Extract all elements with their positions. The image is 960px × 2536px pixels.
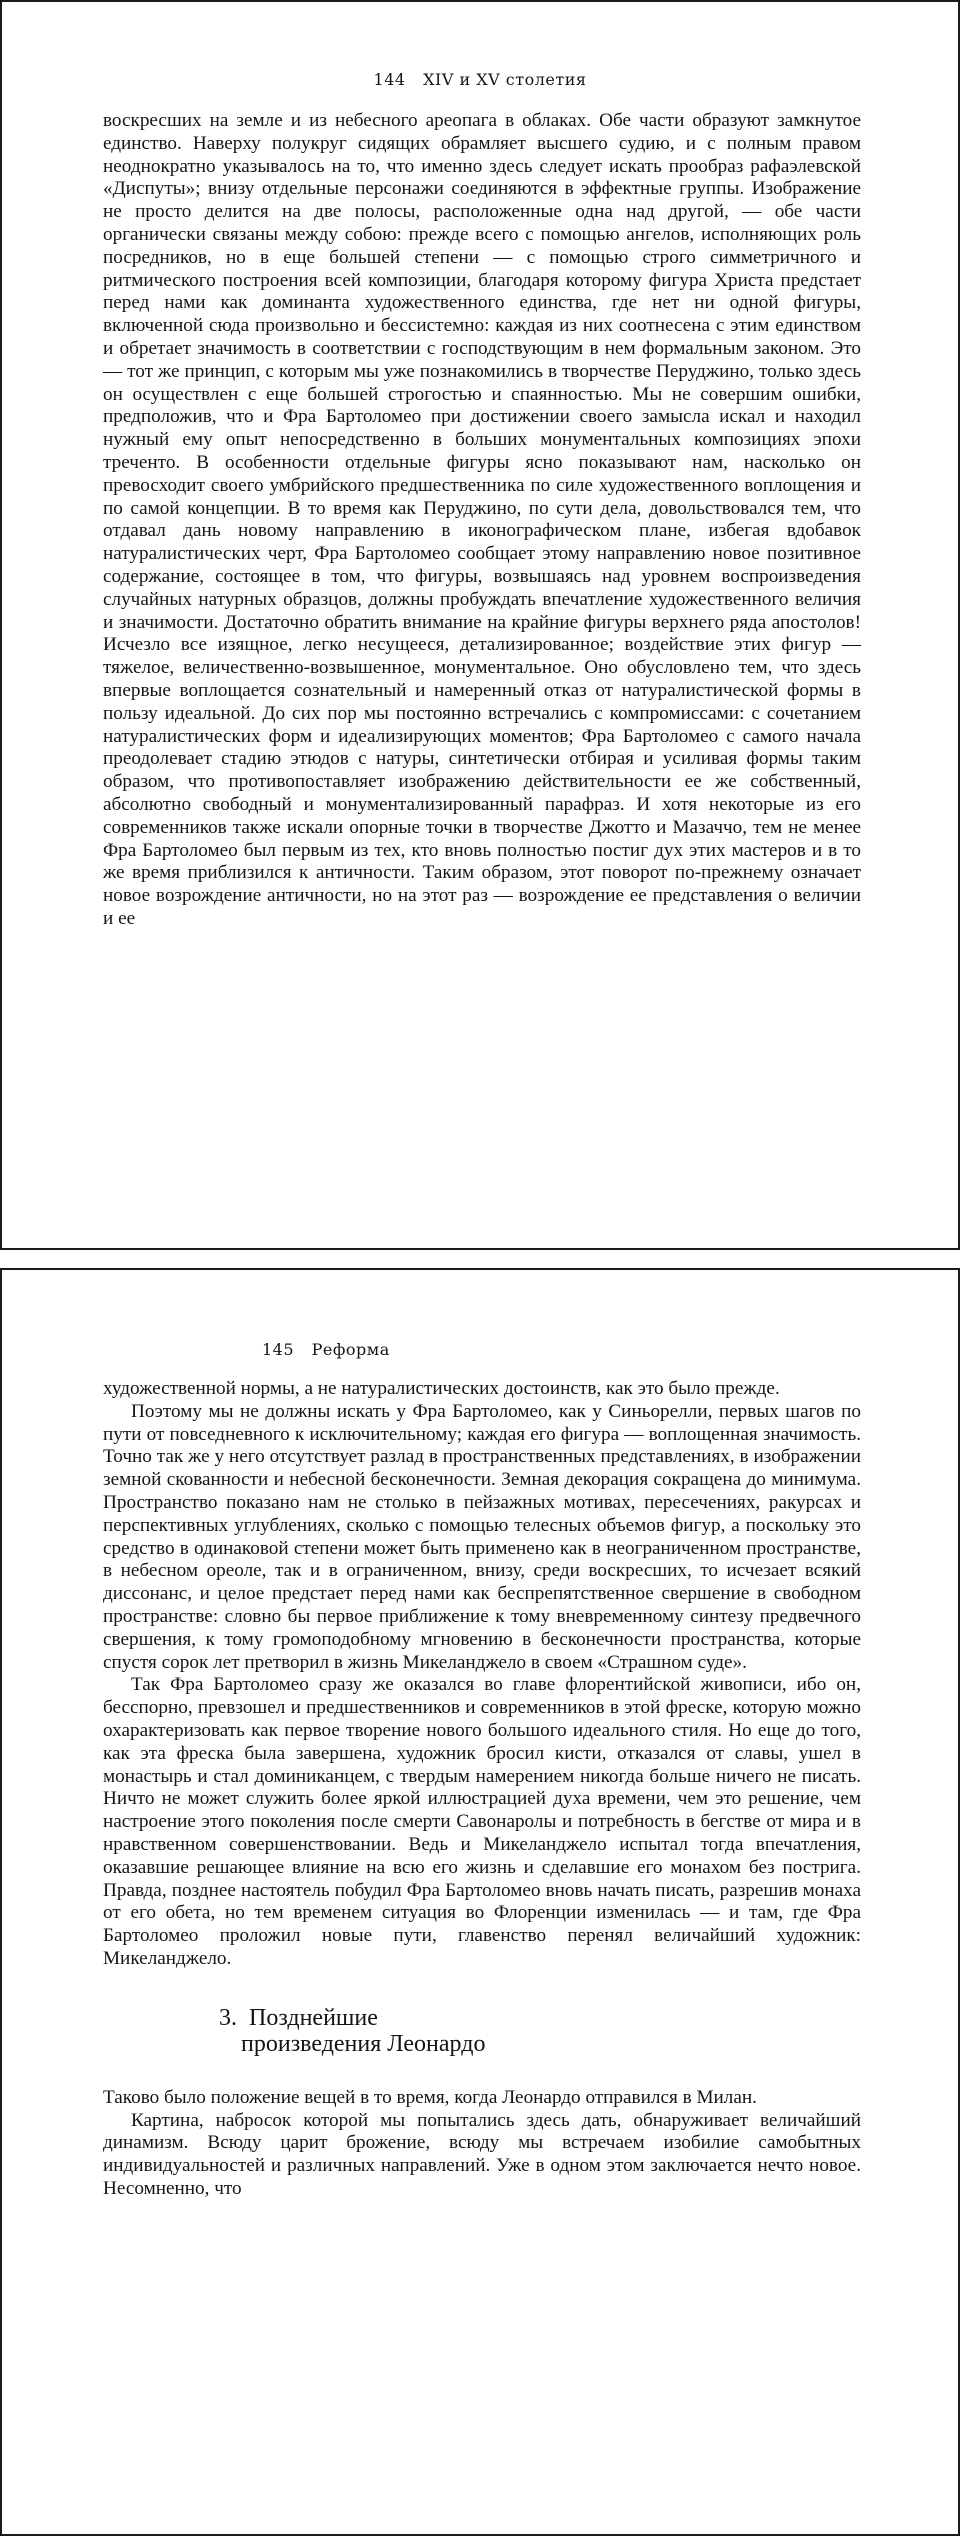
paragraph: Таково было положение вещей в то время, когда Леонардо отправился в Милан.	[103, 2086, 757, 2108]
body-text	[103, 1378, 861, 2201]
paragraph: Так Фра Бартоломео сразу же оказался во главе флорентийской живописи, ибо он, бесспорно, превзошел и предшественников и современников в этой фреске, которую можно охарактеризовать как первое творение нового большого идеального стиля. Но еще до того, как эта фреска была завершена, художник бросил кисти, отказался от славы, ушел в монастырь и стал доминиканцем, с твердым намерением никогда больше ничего не писать. Ничто не может служить более яркой иллюстрацией духа времени, чем это решение, чем настроение этого поколения после смерти Савонаролы и потребность в бегстве от мира и в нравственном совершенствовании. Ведь и Микеланджело испытал тогда впечатления, оказавшие решающее влияние на всю его жизнь и сделавшие его монахом без пострига. Правда, позднее настоятель побудил Фра Бартоломео вновь начать писать, разрешив монаха от его обета, но тем временем ситуация во Флоренции изменилась — и там, где Фра Бартоломео проложил новые пути, главенство перенял величайший художник: Микеланджело.	[103, 1674, 861, 1969]
section-number: 3.	[219, 2004, 237, 2031]
paragraph: художественной нормы, а не натуралистических достоинств, как это было прежде.	[103, 1378, 780, 1399]
body-text	[103, 110, 861, 931]
book-page-144	[0, 0, 960, 1250]
book-page-145	[0, 1268, 960, 2536]
running-head	[2, 70, 958, 89]
page-number: 144	[373, 70, 406, 89]
running-head-title: XIV и XV столетия	[423, 70, 587, 89]
running-head	[262, 1340, 390, 1359]
section-heading	[219, 2005, 861, 2057]
paragraph: воскресших на земле и из небесного ареопага в облаках. Обе части образуют замкнутое единство. Наверху полукруг сидящих обрамляет высшего судию, и с полным правом неоднократно указывалось на то, что именно здесь следует искать прообраз рафаэлевской «Диспуты»; внизу отдельные персонажи соединяются в эффектные группы. Изображение не просто делится на две полосы, расположенные одна над другой, — обе части органически связаны между собою: прежде всего с помощью ангелов, исполняющих роль посредников, но в еще большей степени — с помощью строго симметричного и ритмического построения всей композиции, благодаря которому фигура Христа предстает перед нами как доминанта художественного единства, где нет ни одной фигуры, включенной сюда произвольно и бессистемно: каждая из них соотнесена с этим единством и обретает значимость в соответствии с господствующим в нем формальным законом. Это — тот же принцип, с которым мы уже познакомились в творчестве Перуджино, только здесь он осуществлен с еще большей строгостью и спаянностью. Мы не совершим ошибки, предположив, что и Фра Бартоломео при достижении своего замысла искал и находил нужный ему опыт непосредственно в больших монументальных композициях эпохи треченто. В особенности отдельные фигуры ясно показывают нам, насколько он превосходит своего умбрийского предшественника по силе художественного воплощения и по самой концепции. В то время как Перуджино, по сути дела, довольствовался тем, что отдавал дань новому направлению в иконографическом плане, избегая вдобавок натуралистических черт, Фра Бартоломео сообщает этому направлению новое позитивное содержание, состоящее в том, что фигуры, возвышаясь над уровнем воспроизведения случайных натурных образцов, должны пробуждать впечатление художественного величия и значимости. Достаточно обратить внимание на крайние фигуры верхнего ряда апостолов! Исчезло все изящное, легко несущееся, детализированное; воздействие этих фигур — тяжелое, величественно-возвышенное, монументальное. Оно обусловлено тем, что здесь впервые воплощается сознательный и намеренный отказ от натуралистической формы в пользу идеальной. До сих пор мы постоянно встречались с компромиссами: с сочетанием натуралистических форм и идеализирующих моментов; Фра Бартоломео с самого начала преодолевает стадию этюдов с натуры, синтетически отбирая и усиливая формы таким образом, что противопоставляет изображению действительности ее же собственный, абсолютно свободный и монументализированный парафраз. И хотя некоторые из его современников также искали опорные точки в творчестве Джотто и Мазаччо, тем не менее Фра Бартоломео был первым из тех, кто вновь полностью постиг дух этих мастеров и в то же время приблизился к античности. Таким образом, этот поворот по-прежнему означает новое возрождение античности, но на этот раз — возрождение ее представления о величии и ее	[103, 110, 861, 929]
section-title-line-2: произведения Леонардо	[241, 2030, 486, 2057]
paragraph: Картина, набросок которой мы попытались здесь дать, обнаруживает величайший динамизм. Всюду царит брожение, всюду мы встречаем изобилие самобытных индивидуальностей и различных направлений. Уже в одном этом заключается нечто новое. Несомненно, что	[103, 2109, 861, 2199]
paragraph: Поэтому мы не должны искать у Фра Бартоломео, как у Синьорелли, первых шагов по пути от повседневного к исключительному; каждая его фигура — воплощенная значимость. Точно так же у него отсутствует разлад в пространственных представлениях, в изображении земной скованности и небесной бесконечности. Земная декорация сокращена до минимума. Пространство показано нам не столько в пейзажных мотивах, пересечениях, ракурсах и перспективных углублениях, сколько с помощью телесных объемов фигур, а поскольку это средство в одинаковой степени может быть применено как в неограниченном пространстве, в небесном ореоле, так и в ограниченном, внизу, среди воскресших, то исчезает всякий диссонанс, и целое предстает перед нами как беспрепятственное свершение в свободном пространстве: словно бы первое приближение к тому вневременному синтезу предвечного свершения, к тому громоподобному мгновению в бесконечности пространства, которые спустя сорок лет претворил в жизнь Микеланджело в своем «Страшном суде».	[103, 1400, 861, 1673]
section-title-line-1: Позднейшие	[249, 2004, 378, 2031]
running-head-title: Реформа	[311, 1340, 390, 1359]
page-number: 145	[262, 1340, 295, 1359]
